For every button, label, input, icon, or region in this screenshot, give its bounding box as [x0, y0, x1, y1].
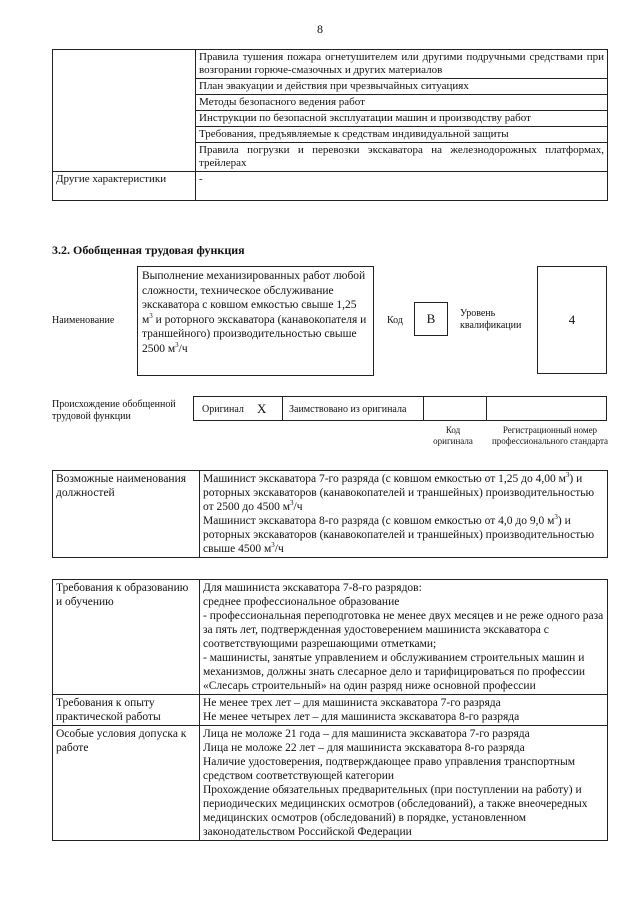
sup-3: 3	[271, 541, 275, 550]
top-table-item: Инструкции по безопасной эксплуатации машин и производству работ	[196, 111, 608, 127]
sup-3: 3	[554, 513, 558, 522]
origin-label: Происхождение обобщенной трудовой функции	[52, 399, 176, 422]
top-table-item: Правила тушения пожара огнетушителем или другими подручными средствами при возгорании горюче-смазочных и других материалов	[196, 50, 608, 79]
requirement-line: Не менее четырех лет – для машиниста экскаватора 8-го разряда	[203, 711, 520, 723]
origin-divider	[486, 397, 487, 421]
requirement-line: Прохождение обязательных предварительных (при поступлении на работу) и периодических медицинских осмотров (обследований), а также внеочередных медицинских осмотров (обследований) в порядке, установленном законодательством Российской Федерации	[203, 784, 588, 838]
reg-number-caption: Регистрационный номер профессионального стандарта	[491, 425, 609, 446]
experience-label: Требования к опыту практической работы	[53, 695, 200, 726]
sup-3: 3	[565, 471, 570, 480]
requirement-line: Для машиниста экскаватора 7-8-го разрядов:	[203, 582, 422, 594]
position-line	[203, 514, 604, 556]
requirement-line: Наличие удостоверения, подтверждающее право управления транспортным средством соответствующей категории	[203, 756, 576, 782]
special-conditions-value	[200, 726, 608, 841]
positions-table	[52, 470, 608, 558]
requirement-line: Лица не моложе 21 года – для машиниста экскаватора 7-го разряда	[203, 728, 530, 740]
position-text: Машинист экскаватора 7-го разряда (с ковшом емкостью от 1,25 до 4,00 м	[203, 473, 566, 485]
function-name-text: Выполнение механизированных работ любой сложности, техническое обслуживание экскаватора с ковшом емкостью свыше 1,25 м	[142, 270, 366, 326]
original-mark: X	[257, 401, 267, 416]
sup-3: 3	[290, 499, 294, 508]
top-characteristics-table	[52, 49, 608, 201]
requirement-line: - профессиональная переподготовка не менее двух месяцев и не реже одного раза за пять лет, подтвержденная удостоверением машиниста экскаватора с соответствующими разрешающими отметками;	[203, 610, 604, 650]
code-original-caption: Код оригинала	[433, 425, 473, 446]
level-value: 4	[537, 266, 607, 374]
education-label: Требования к образованию и обучению	[53, 580, 200, 695]
top-table-item: Требования, предъявляемые к средствам индивидуальной защиты	[196, 127, 608, 143]
position-line	[203, 472, 604, 514]
function-name-text: и роторного экскаватора (канавокопателя и траншейного) производительностью свыше 2500 м	[142, 313, 367, 355]
level-label: Уровень квалификации	[460, 308, 522, 331]
code-value: B	[414, 302, 448, 336]
position-text: Машинист экскаватора 8-го разряда (с ковшом емкостью от 4,0 до 9,0 м	[203, 515, 555, 527]
other-characteristics-value: -	[196, 172, 608, 201]
requirements-table	[52, 579, 608, 841]
origin-row	[193, 396, 607, 421]
position-text: /ч	[274, 543, 284, 555]
requirement-line: Лица не моложе 22 лет – для машиниста экскаватора 8-го разряда	[203, 742, 525, 754]
top-table-item: Правила погрузки и перевозки экскаватора на железнодорожных платформах, трейлерах	[196, 143, 608, 172]
name-label: Наименование	[52, 315, 115, 326]
function-name-text: /ч	[178, 342, 188, 355]
page-number: 8	[317, 22, 323, 36]
positions-value	[200, 471, 608, 558]
origin-divider	[423, 397, 424, 421]
other-characteristics-label: Другие характеристики	[53, 172, 196, 201]
requirement-line: Не менее трех лет – для машиниста экскаватора 7-го разряда	[203, 697, 501, 709]
original-label: Оригинал	[202, 404, 244, 415]
top-table-item: Методы безопасного ведения работ	[196, 95, 608, 111]
experience-value	[200, 695, 608, 726]
sup-3: 3	[175, 340, 179, 349]
positions-label: Возможные наименования должностей	[53, 471, 200, 558]
requirement-line: среднее профессиональное образование	[203, 596, 400, 608]
position-text: ) и роторных экскаваторов (канавокопателей и траншейных) производительностью от 2500 до 4500 м	[203, 473, 595, 513]
code-label: Код	[387, 315, 403, 326]
top-table-empty-cell	[53, 50, 196, 172]
top-table-item: План эвакуации и действия при чрезвычайных ситуациях	[196, 79, 608, 95]
requirement-line: - машинисты, занятые управлением и обслуживанием строительных машин и механизмов, должны знать слесарное дело и тарифицироваться по профессии «Слесарь строительный» на один разряд ниже основной профессии	[203, 652, 586, 692]
position-text: /ч	[293, 501, 303, 513]
section-title: 3.2. Обобщенная трудовая функция	[52, 243, 245, 257]
origin-divider	[282, 397, 283, 421]
sup-3: 3	[149, 311, 153, 320]
special-conditions-label: Особые условия допуска к работе	[53, 726, 200, 841]
education-value	[200, 580, 608, 695]
borrowed-label: Заимствовано из оригинала	[289, 404, 407, 415]
function-name-box	[137, 266, 374, 376]
position-text: ) и роторных экскаваторов (канавокопателей и траншейных) производительностью свыше 4500 м	[203, 515, 595, 555]
